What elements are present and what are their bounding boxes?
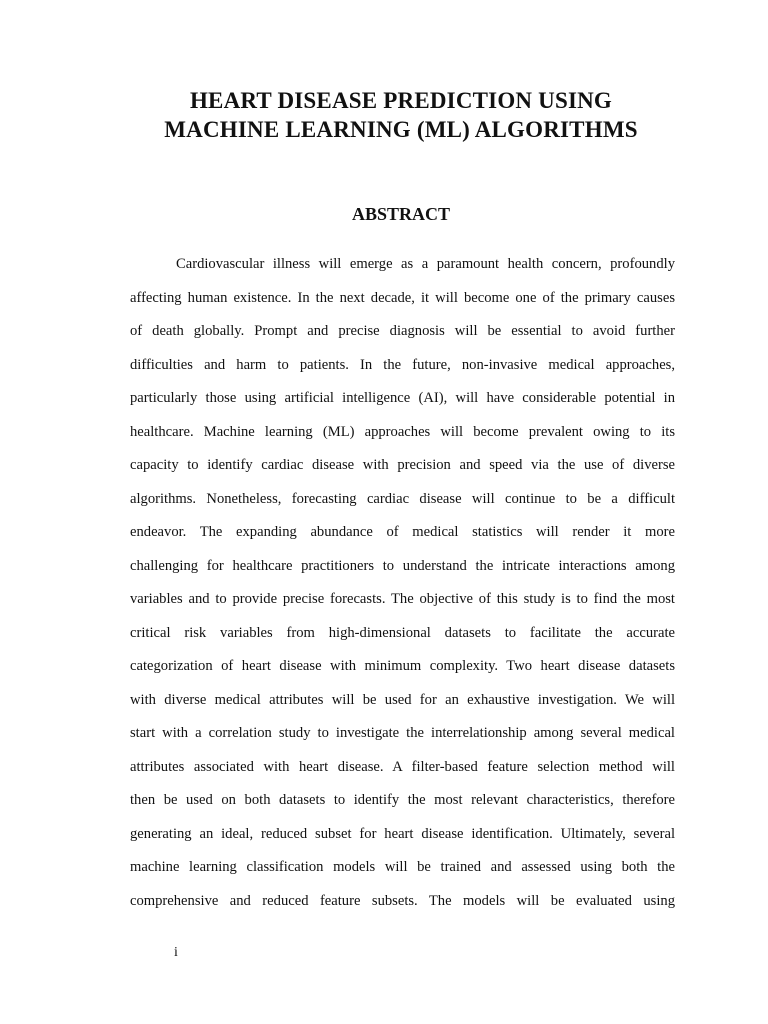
abstract-line: Cardiovascular illness will emerge as a paramount health concern, profoundly [176, 256, 675, 272]
abstract-line: variables and to provide precise forecasts. The objective of this study is to find the most [130, 591, 675, 607]
abstract-line: then be used on both datasets to identify the most relevant characteristics, therefore [130, 792, 675, 808]
abstract-line: attributes associated with heart disease. A filter-based feature selection method will [130, 758, 675, 775]
abstract-line: healthcare. Machine learning (ML) approaches will become prevalent owing to its [130, 423, 675, 440]
abstract-line: endeavor. The expanding abundance of medical statistics will render it more [130, 524, 675, 540]
abstract-line: with diverse medical attributes will be used for an exhaustive investigation. We will [130, 691, 675, 708]
page-title-line-2: MACHINE LEARNING (ML) ALGORITHMS [164, 117, 638, 142]
abstract-heading: ABSTRACT [351, 204, 451, 224]
page-number: i [174, 945, 178, 960]
abstract-line: particularly those using artificial intelligence (AI), will have considerable potential in [130, 390, 675, 406]
abstract-line: machine learning classification models will be trained and assessed using both the [130, 859, 675, 875]
abstract-line: difficulties and harm to patients. In the future, non-invasive medical approaches, [130, 356, 675, 373]
abstract-line: of death globally. Prompt and precise diagnosis will be essential to avoid further [130, 323, 675, 339]
page-title-line-1: HEART DISEASE PREDICTION USING [189, 88, 613, 113]
abstract-line: challenging for healthcare practitioners to understand the intricate interactions among [130, 557, 675, 574]
abstract-body [130, 252, 675, 922]
abstract-line: algorithms. Nonetheless, forecasting cardiac disease will continue to be a difficult [130, 490, 675, 507]
abstract-line: comprehensive and reduced feature subsets. The models will be evaluated using [130, 892, 675, 909]
abstract-line: capacity to identify cardiac disease with precision and speed via the use of diverse [130, 457, 675, 473]
abstract-line: affecting human existence. In the next decade, it will become one of the primary causes [130, 289, 675, 306]
abstract-line: generating an ideal, reduced subset for heart disease identification. Ultimately, several [130, 825, 675, 842]
abstract-line: critical risk variables from high-dimensional datasets to facilitate the accurate [130, 624, 675, 641]
abstract-line: categorization of heart disease with minimum complexity. Two heart disease datasets [130, 658, 675, 674]
abstract-line: start with a correlation study to investigate the interrelationship among several medical [130, 725, 675, 741]
